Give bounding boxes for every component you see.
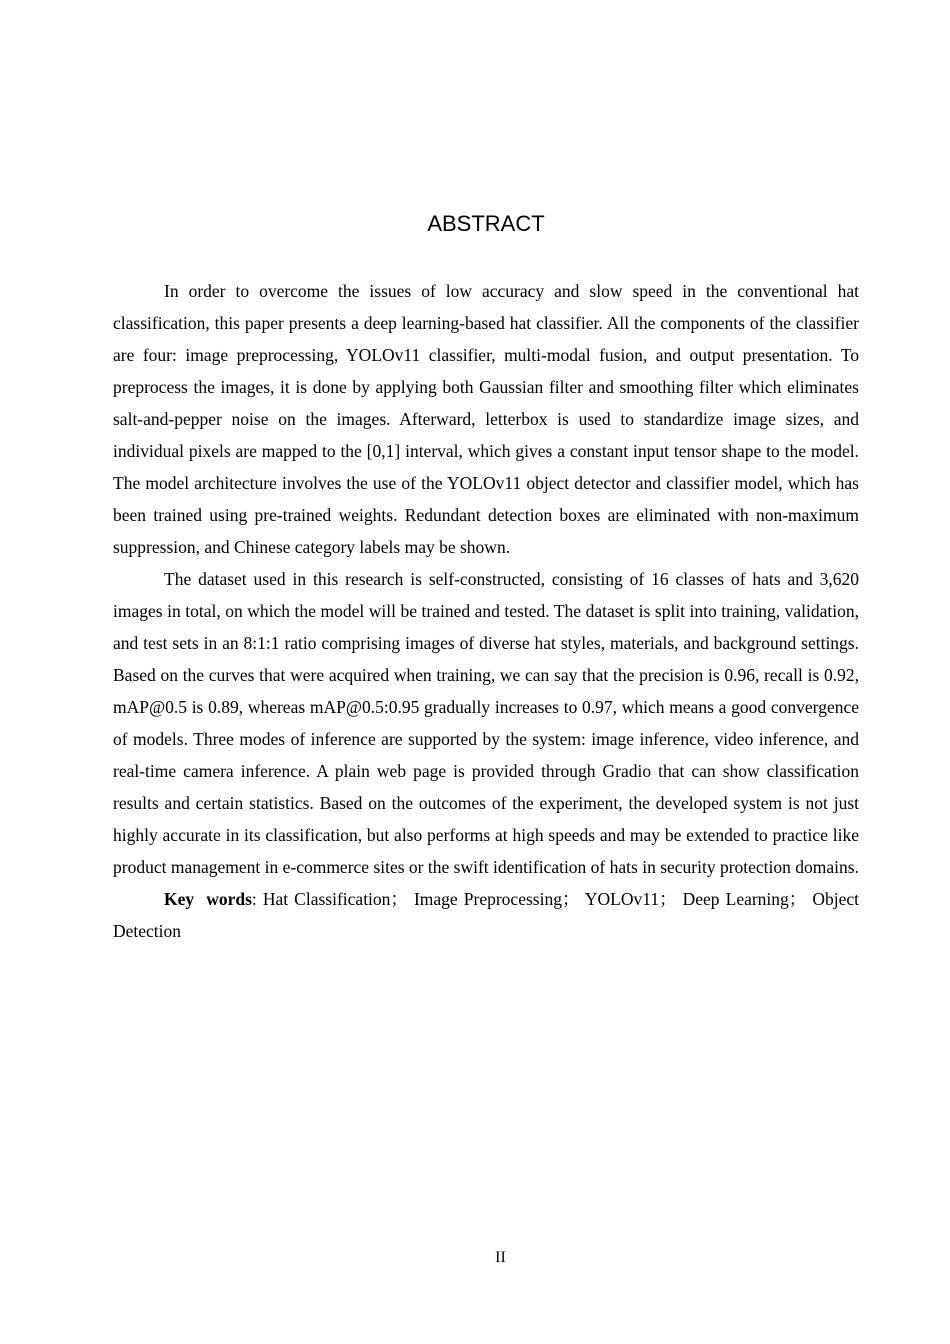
abstract-title: ABSTRACT — [427, 211, 545, 236]
page-number: II — [495, 1249, 506, 1266]
keywords-line — [113, 883, 859, 947]
keywords-text: Hat Classification； Image Preprocessing； YOLOv11； Deep Learning； Object Detection — [113, 889, 860, 941]
abstract-paragraph-1: In order to overcome the issues of low accuracy and slow speed in the conventional hat classification, this paper presents a deep learning-based hat classifier. All the components of the classifier are four: image preprocessing, YOLOv11 classifier, multi-modal fusion, and output presentation. To preprocess the images, it is done by applying both Gaussian filter and smoothing filter which eliminates salt-and-pepper noise on the images. Afterward, letterbox is used to standardize image sizes, and individual pixels are mapped to the [0,1] interval, which gives a constant input tensor shape to the model. The model architecture involves the use of the YOLOv11 object detector and classifier model, which has been trained using pre-trained weights. Redundant detection boxes are eliminated with non-maximum suppression, and Chinese category labels may be shown. — [113, 281, 859, 557]
keywords-label: Key words — [164, 889, 252, 909]
abstract-paragraph-2: The dataset used in this research is self-constructed, consisting of 16 classes of hats and 3,620 images in total, on which the model will be trained and tested. The dataset is split into training, validation, and test sets in an 8:1:1 ratio comprising images of diverse hat styles, materials, and background settings. Based on the curves that were acquired when training, we can say that the precision is 0.96, recall is 0.92, mAP@0.5 is 0.89, whereas mAP@0.5:0.95 gradually increases to 0.97, which means a good convergence of models. Three modes of inference are supported by the system: image inference, video inference, and real-time camera inference. A plain web page is provided through Gradio that can show classification results and certain statistics. Based on the outcomes of the experiment, the developed system is not just highly accurate in its classification, but also performs at high speeds and may be extended to practice like product management in e-commerce sites or the swift identification of hats in security protection domains. — [113, 569, 859, 877]
abstract-body — [113, 275, 859, 947]
keywords-separator: : — [251, 889, 263, 909]
